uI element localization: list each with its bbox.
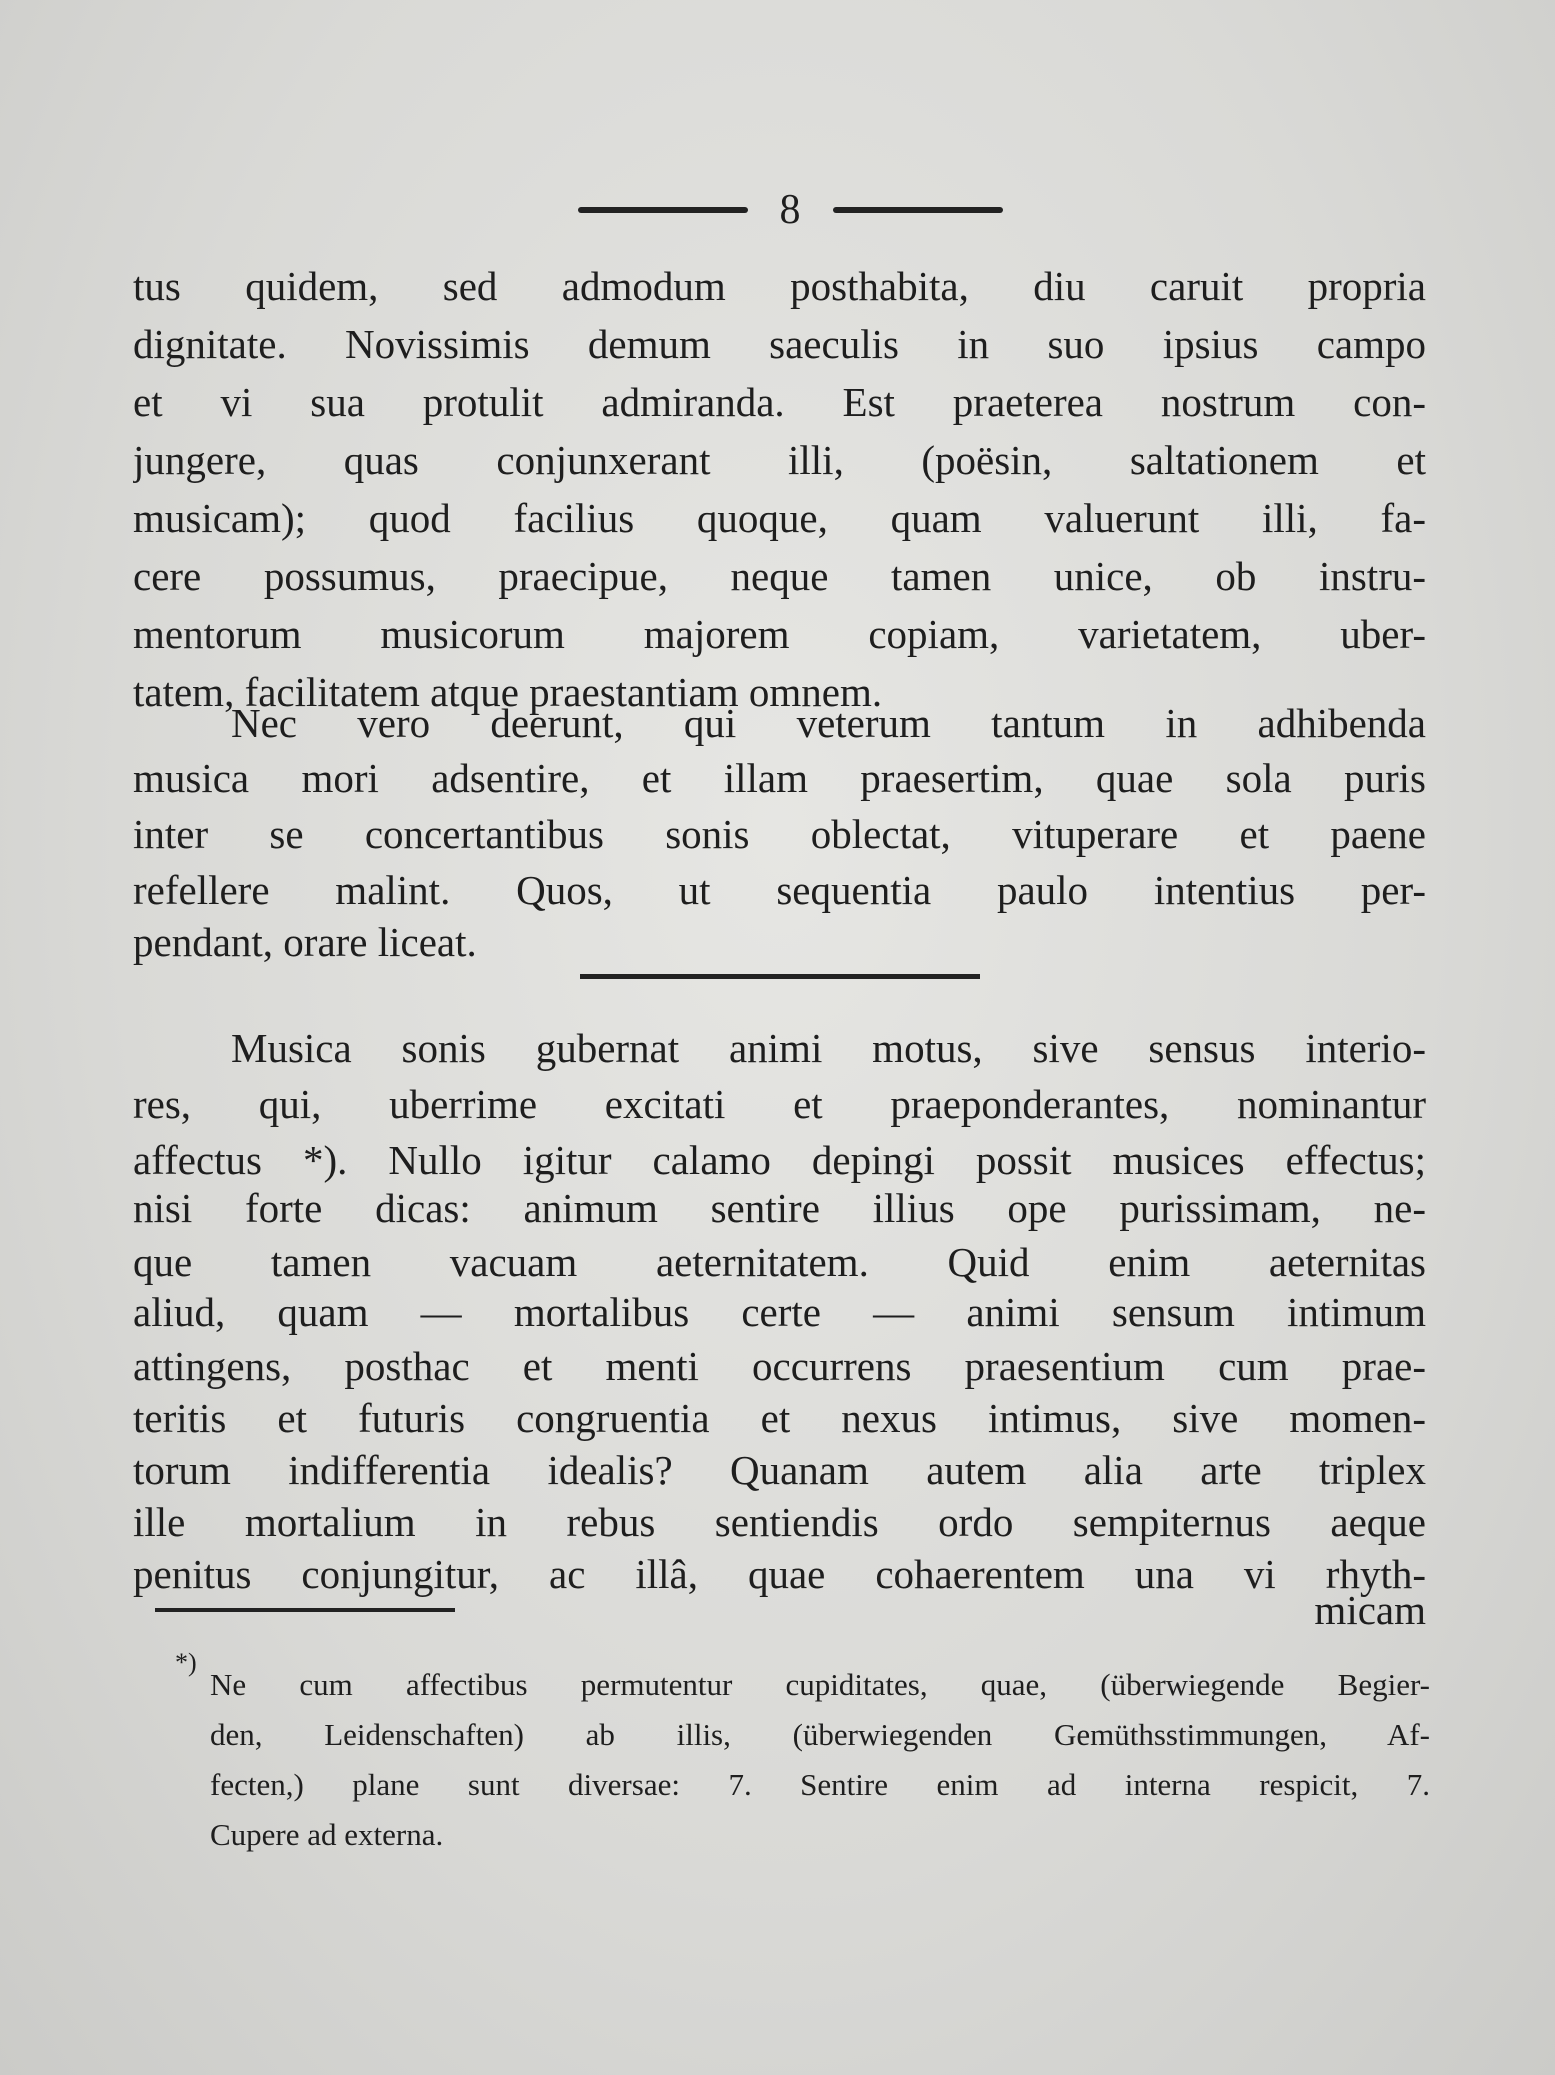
text-line: pendant, orare liceat. xyxy=(133,919,477,965)
footnote-line: den, Leidenschaften) ab illis, (überwiegenden Gemüthsstimmungen, Af- xyxy=(210,1717,1430,1752)
page-number: 8 xyxy=(779,187,801,233)
text-line: tatem, facilitatem atque praestantiam omnem. xyxy=(133,669,883,715)
text-line: teritis et futuris congruentia et nexus intimus, sive momen- xyxy=(133,1395,1426,1441)
text-line: Nec vero deerunt, qui veterum tantum in adhibenda xyxy=(231,700,1426,746)
text-line: aliud, quam — mortalibus certe — animi sensum intimum xyxy=(133,1289,1426,1335)
text-line: musica mori adsentire, et illam praesertim, quae sola puris xyxy=(133,755,1426,801)
text-line: jungere, quas conjunxerant illi, (poësin, saltationem et xyxy=(133,437,1426,483)
text-line: dignitate. Novissimis demum saeculis in suo ipsius campo xyxy=(133,321,1426,367)
text-line: inter se concertantibus sonis oblectat, vituperare et paene xyxy=(133,811,1426,857)
page-header xyxy=(560,180,1020,240)
text-line: et vi sua protulit admiranda. Est praeterea nostrum con- xyxy=(133,379,1426,425)
header-rule-right xyxy=(833,207,1003,213)
footnote-rule xyxy=(155,1608,455,1612)
text-line: res, qui, uberrime excitati et praeponderantes, nominantur xyxy=(133,1081,1426,1127)
footnote-line: fecten,) plane sunt diversae: 7. Sentire enim ad interna respicit, 7. xyxy=(210,1767,1430,1802)
section-separator xyxy=(580,974,980,979)
text-line: mentorum musicorum majorem copiam, varietatem, uber- xyxy=(133,611,1426,657)
text-line: que tamen vacuam aeternitatem. Quid enim aeternitas xyxy=(133,1239,1426,1285)
footnote-line: Cupere ad externa. xyxy=(210,1817,444,1852)
text-line: attingens, posthac et menti occurrens praesentium cum prae- xyxy=(133,1343,1426,1389)
text-line: affectus *). Nullo igitur calamo depingi possit musices effectus; xyxy=(133,1137,1426,1183)
footnote-mark: *) xyxy=(175,1648,197,1677)
text-line: musicam); quod facilius quoque, quam valuerunt illi, fa- xyxy=(133,495,1426,541)
text-line: torum indifferentia idealis? Quanam autem alia arte triplex xyxy=(133,1447,1426,1493)
text-line: refellere malint. Quos, ut sequentia paulo intentius per- xyxy=(133,867,1426,913)
text-line: Musica sonis gubernat animi motus, sive sensus interio- xyxy=(231,1025,1426,1071)
text-line: ille mortalium in rebus sentiendis ordo sempiternus aeque xyxy=(133,1499,1426,1545)
text-line: tus quidem, sed admodum posthabita, diu caruit propria xyxy=(133,263,1426,309)
text-line: nisi forte dicas: animum sentire illius ope purissimam, ne- xyxy=(133,1185,1426,1231)
footnote-line: Ne cum affectibus permutentur cupiditates, quae, (überwiegende Begier- xyxy=(210,1667,1430,1702)
catchword: micam xyxy=(1314,1587,1426,1633)
header-rule-left xyxy=(578,207,748,213)
text-line: penitus conjungitur, ac illâ, quae cohaerentem una vi rhyth- xyxy=(133,1551,1426,1597)
text-line: cere possumus, praecipue, neque tamen unice, ob instru- xyxy=(133,553,1426,599)
